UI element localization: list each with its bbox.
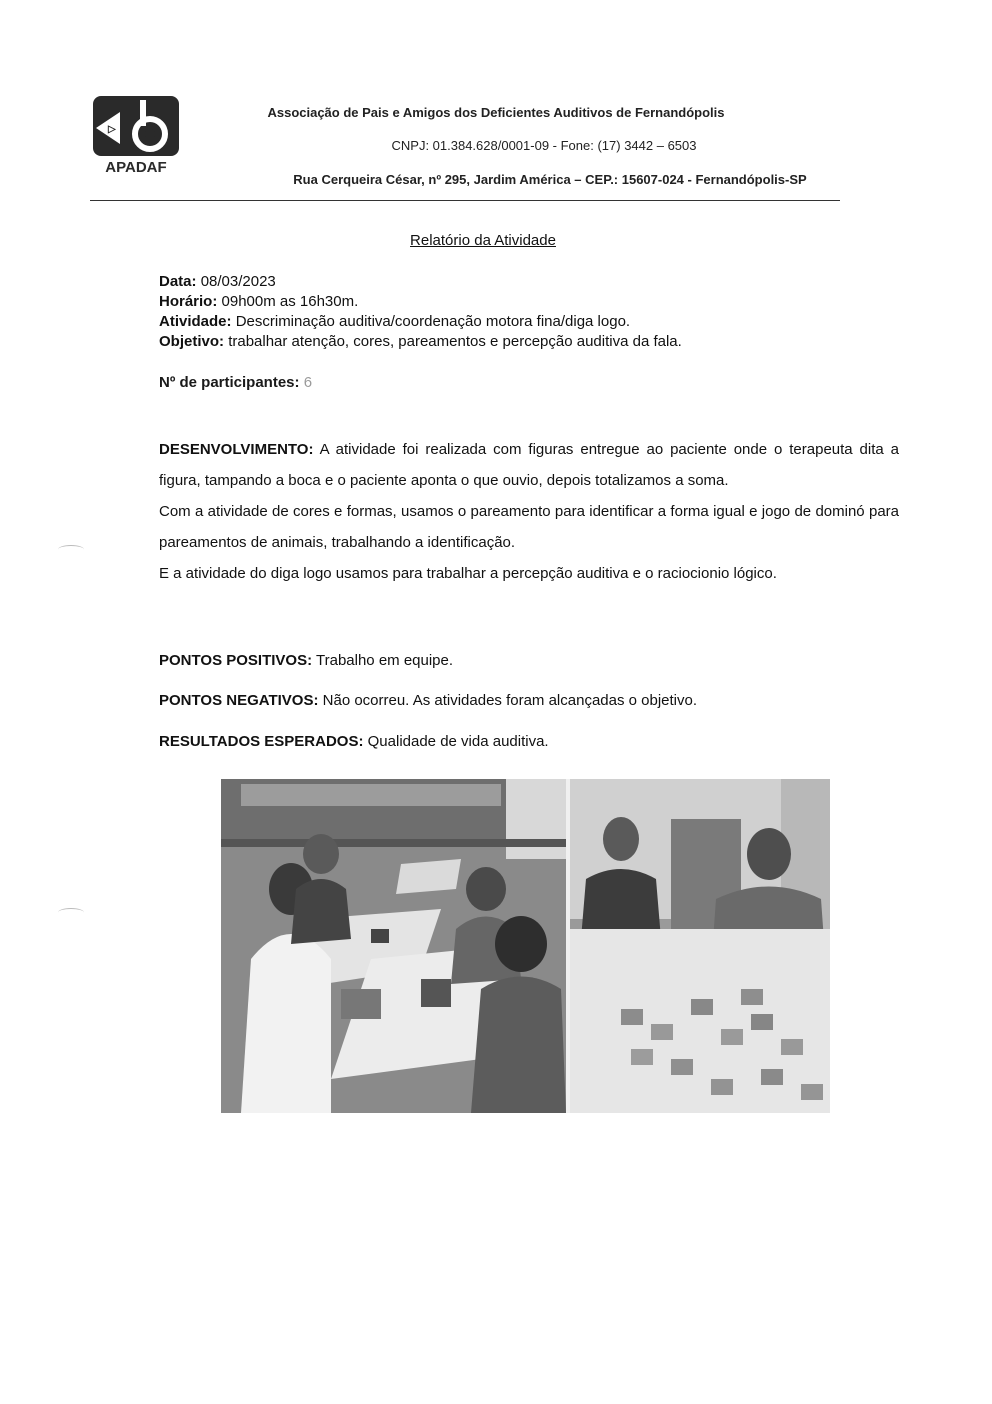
time-line bbox=[159, 292, 682, 312]
objective-value: trabalhar atenção, cores, pareamentos e percepção auditiva da fala. bbox=[228, 333, 682, 350]
date-line bbox=[159, 272, 682, 292]
positives-label: PONTOS POSITIVOS: bbox=[159, 652, 313, 669]
negatives-label: PONTOS NEGATIVOS: bbox=[159, 692, 319, 709]
participants-value: 6 bbox=[303, 374, 313, 391]
expected-line bbox=[159, 733, 549, 750]
svg-text:▷: ▷ bbox=[108, 124, 116, 135]
development-paragraph-1 bbox=[159, 434, 899, 496]
header-divider bbox=[90, 200, 840, 201]
positives-line bbox=[159, 652, 453, 669]
meta-block bbox=[159, 272, 682, 352]
time-label: Horário: bbox=[159, 293, 218, 310]
participants-label: Nº de participantes: bbox=[159, 374, 300, 391]
development-paragraph-2: Com a atividade de cores e formas, usamos o pareamento para identificar a forma igual e jogo de dominó para pareamentos de animais, trabalhando a identificação. bbox=[159, 503, 899, 551]
expected-value: Qualidade de vida auditiva. bbox=[367, 733, 549, 750]
objective-line bbox=[159, 332, 682, 352]
org-address: Rua Cerqueira César, nº 295, Jardim América – CEP.: 15607-024 - Fernandópolis-SP bbox=[293, 172, 807, 187]
activity-label: Atividade: bbox=[159, 313, 232, 330]
photo-collage bbox=[221, 779, 830, 1113]
development-paragraph-3: E a atividade do diga logo usamos para trabalhar a percepção auditiva e o raciocionio lógico. bbox=[159, 565, 777, 582]
time-value: 09h00m as 16h30m. bbox=[221, 293, 359, 310]
positives-value: Trabalho em equipe. bbox=[316, 652, 454, 669]
development-label: DESENVOLVIMENTO: bbox=[159, 441, 314, 458]
negatives-value: Não ocorreu. As atividades foram alcançadas o objetivo. bbox=[322, 692, 698, 709]
objective-label: Objetivo: bbox=[159, 333, 225, 350]
report-title: Relatório da Atividade bbox=[410, 232, 556, 249]
activity-line bbox=[159, 312, 682, 332]
development-text-1: A atividade foi realizada com figuras entregue ao paciente onde o terapeuta dita a figura, tampando a boca e o paciente aponta o que ouvio, depois totalizamos a soma. bbox=[159, 441, 899, 489]
date-value: 08/03/2023 bbox=[200, 273, 276, 290]
logo-text: APADAF bbox=[105, 159, 167, 176]
scan-margin-mark bbox=[58, 908, 84, 917]
development-section bbox=[159, 434, 899, 589]
org-contact: CNPJ: 01.384.628/0001-09 - Fone: (17) 3442 – 6503 bbox=[391, 138, 697, 153]
expected-label: RESULTADOS ESPERADOS: bbox=[159, 733, 364, 750]
negatives-line bbox=[159, 692, 697, 709]
activity-value: Descriminação auditiva/coordenação motora fina/diga logo. bbox=[235, 313, 631, 330]
activity-photo bbox=[221, 779, 830, 1113]
scan-margin-mark bbox=[58, 545, 84, 554]
org-name: Associação de Pais e Amigos dos Deficientes Auditivos de Fernandópolis bbox=[267, 105, 725, 120]
participants-line bbox=[159, 374, 312, 391]
date-label: Data: bbox=[159, 273, 197, 290]
